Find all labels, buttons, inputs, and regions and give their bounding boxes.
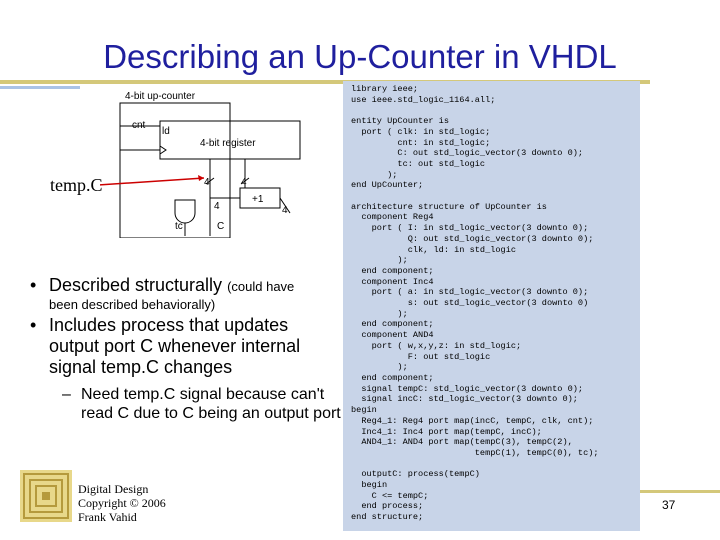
footer-accent [640, 490, 720, 493]
incrementer-label: +1 [252, 194, 264, 205]
code-line: end structure; [351, 512, 424, 523]
and-gate [175, 200, 195, 223]
bullet-dot-icon: • [30, 275, 37, 295]
code-line: end component; [351, 319, 434, 330]
book-logo-icon [20, 470, 72, 522]
credit-line-3: Frank Vahid [78, 510, 137, 524]
code-line: C: out std_logic_vector(3 downto 0); [351, 148, 584, 159]
slide-title: Describing an Up-Counter in VHDL [103, 38, 617, 75]
code-line: component AND4 [351, 330, 434, 341]
code-line: ); [351, 362, 408, 373]
bullet-process [30, 315, 340, 378]
code-line: end component; [351, 372, 434, 383]
code-line: port ( clk: in std_logic; [351, 126, 491, 137]
c-label: C [217, 221, 225, 232]
code-line: end process; [351, 501, 424, 512]
code-line: outputC: process(tempC) [351, 469, 480, 480]
dash-icon: – [62, 386, 71, 403]
code-line: begin [351, 405, 377, 416]
code-line: ); [351, 169, 398, 180]
bullet-text [30, 275, 340, 297]
code-line: port ( a: in std_logic_vector(3 downto 0); [351, 287, 589, 298]
width-label-a: 4 [204, 177, 210, 188]
code-line: signal tempC: std_logic_vector(3 downto 0); [351, 383, 584, 394]
tc-label: tc [175, 221, 183, 232]
code-line: tempC(1), tempC(0), tc); [351, 447, 599, 458]
code-line: port ( w,x,y,z: in std_logic; [351, 340, 522, 351]
code-line: ); [351, 255, 408, 266]
clock-marker [160, 146, 166, 154]
code-line: F: out std_logic [351, 351, 491, 362]
cnt-label: cnt [132, 120, 146, 131]
code-line: signal incC: std_logic_vector(3 downto 0); [351, 394, 578, 405]
code-line: AND4_1: AND4 port map(tempC(3), tempC(2), [351, 437, 573, 448]
width-label-d: 4 [282, 205, 288, 216]
width-label-b: 4 [241, 177, 247, 188]
code-line: entity UpCounter is [351, 116, 449, 127]
vhdl-code-panel [343, 81, 640, 531]
code-line: Inc4_1: Inc4 port map(tempC, incC); [351, 426, 542, 437]
bullet-process-text: Includes process that updates output port C whenever internal signal temp.C changes [49, 315, 301, 377]
sub-bullet-text: Need temp.C signal because can't read C due to C being an output port [81, 386, 341, 422]
copyright-credit [78, 482, 166, 524]
up-counter-diagram [100, 88, 340, 238]
credit-line-2: Copyright © 2006 [78, 496, 166, 510]
code-line: end component; [351, 265, 434, 276]
code-line: Q: out std_logic_vector(3 downto 0); [351, 233, 594, 244]
page-number: 37 [662, 498, 676, 512]
sub-bullet-tempc [62, 385, 342, 423]
code-line: port ( I: in std_logic_vector(3 downto 0); [351, 223, 589, 234]
ld-label: ld [162, 126, 170, 137]
vhdl-code [343, 81, 640, 523]
code-line: begin [351, 480, 388, 491]
code-line: tc: out std_logic [351, 158, 486, 169]
code-line: component Reg4 [351, 212, 434, 223]
code-line: s: out std_logic_vector(3 downto 0) [351, 298, 589, 309]
code-line: end UpCounter; [351, 180, 424, 191]
annotation-arrow [100, 178, 204, 185]
register-label: 4-bit register [200, 138, 256, 149]
credit-line-1: Digital Design [78, 482, 149, 496]
code-line: library ieee; [351, 84, 419, 94]
bullet-main: Described structurally [49, 275, 223, 295]
code-line: component Inc4 [351, 276, 434, 287]
width-label-c: 4 [214, 201, 220, 212]
code-line: use ieee.std_logic_1164.all; [351, 94, 496, 105]
bullet-paren-start: (could have [227, 279, 295, 294]
bullet-structural [30, 275, 340, 313]
tempc-annotation: temp.C [50, 175, 103, 195]
bullet-dot-icon: • [30, 315, 37, 335]
code-line: C <= tempC; [351, 490, 429, 501]
code-line: clk, ld: in std_logic [351, 244, 517, 255]
title-underline-accent [0, 86, 80, 89]
bullet-paren-end: been described behaviorally) [49, 297, 216, 312]
code-line: cnt: in std_logic; [351, 137, 491, 148]
code-line: Reg4_1: Reg4 port map(incC, tempC, clk, cnt); [351, 415, 594, 426]
code-line: architecture structure of UpCounter is [351, 201, 547, 212]
code-line: ); [351, 308, 408, 319]
outer-label: 4-bit up-counter [125, 91, 196, 102]
